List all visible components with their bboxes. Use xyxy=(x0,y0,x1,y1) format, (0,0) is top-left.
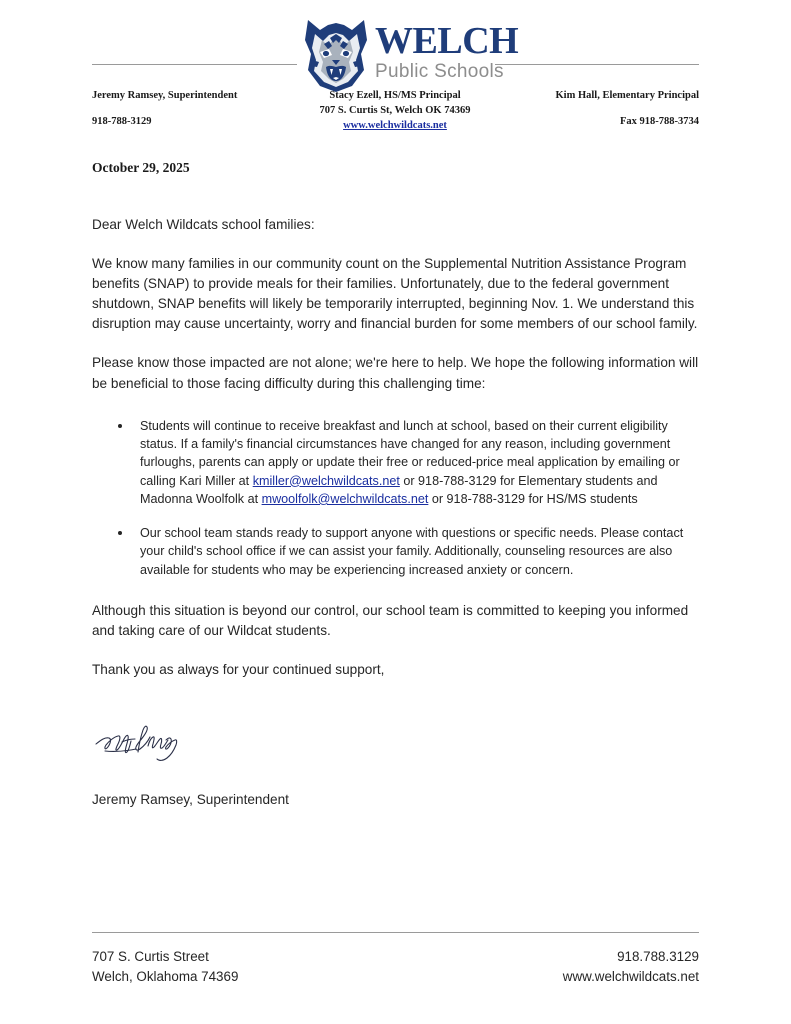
footer-address-line-1: 707 S. Curtis Street xyxy=(92,949,209,964)
bullet-2-text: Our school team stands ready to support anyone with questions or specific needs. Please contact your child's school office if we can assist your family. Additionally, counseling resources are also available for students who may be experiencing increased anxiety or concern. xyxy=(140,526,684,577)
footer-address-line-2: Welch, Oklahoma 74369 xyxy=(92,968,239,984)
logo-wordmark xyxy=(375,14,518,82)
wildcat-mascot-logo xyxy=(300,14,372,94)
logo-secondary-word: Public Schools xyxy=(375,61,504,82)
letter-body xyxy=(92,160,699,680)
superintendent-name-title: Jeremy Ramsey, Superintendent xyxy=(92,90,238,101)
hsms-principal-name-title: Stacy Ezell, HS/MS Principal xyxy=(329,90,461,101)
letter-date: October 29, 2025 xyxy=(92,160,190,175)
contact-elementary-principal xyxy=(459,88,699,129)
footer-rule xyxy=(92,932,699,933)
logo-primary-word: WELCH xyxy=(375,20,519,62)
footer-phone: 918.788.3129 xyxy=(617,949,699,964)
list-item xyxy=(92,417,699,508)
handwritten-signature xyxy=(92,718,186,766)
bullet-1-text-part-2: or 918-788-3129 for Elementary students and Madonna Woolfolk at xyxy=(140,473,658,506)
bullet-dot-icon xyxy=(118,424,122,428)
school-address: 707 S. Curtis St, Welch OK 74369 xyxy=(319,105,471,116)
email-link-kari-miller[interactable]: kmiller@welchwildcats.net xyxy=(252,473,400,488)
elementary-principal-name-title: Kim Hall, Elementary Principal xyxy=(555,90,699,101)
letter-footer xyxy=(92,932,699,986)
superintendent-phone: 918-788-3129 xyxy=(92,116,152,127)
signature-block xyxy=(92,718,492,810)
school-logo xyxy=(300,14,519,96)
letter-paragraph-2: Please know those impacted are not alone; we're here to help. We hope the following information will be beneficial to those facing difficulty during this challenging time: xyxy=(92,355,699,391)
footer-address xyxy=(92,947,238,986)
bullet-dot-icon xyxy=(118,531,122,535)
letter-bullet-list xyxy=(92,417,699,579)
fax-number: Fax 918-788-3734 xyxy=(619,116,699,127)
header-rule-right xyxy=(495,64,699,65)
letter-salutation: Dear Welch Wildcats school families: xyxy=(92,217,315,232)
letter-paragraph-3: Although this situation is beyond our control, our school team is committed to keeping you informed and taking care of our Wildcat students. xyxy=(92,603,689,639)
bullet-1-text-part-3: or 918-788-3129 for HS/MS students xyxy=(428,491,638,506)
signature-typed-name: Jeremy Ramsey, Superintendent xyxy=(92,792,289,807)
footer-contact xyxy=(563,947,699,986)
email-link-madonna-woolfolk[interactable]: mwoolfolk@welchwildcats.net xyxy=(261,491,429,506)
list-item xyxy=(92,524,699,579)
letter-paragraph-1: We know many families in our community count on the Supplemental Nutrition Assistance Program benefits (SNAP) to provide meals for their families. Unfortunately, due to the federal government shutdown, SNAP benefits will likely be temporarily interrupted, beginning Nov. 1. We understand this disruption may cause uncertainty, worry and financial burden for some members of our school family. xyxy=(92,256,698,332)
footer-website: www.welchwildcats.net xyxy=(562,968,699,984)
bullet-1-text-part-1: Students will continue to receive breakfast and lunch at school, based on their current eligibility status. If a family's financial circumstances have changed for any reason, including government furloughs, parents can apply or update their free or reduced-price meal application by emailing or calling Kari Miller at xyxy=(140,418,680,488)
letterhead xyxy=(0,0,791,142)
header-rule-left xyxy=(92,64,297,65)
header-website-link[interactable]: www.welchwildcats.net xyxy=(343,120,447,131)
letterhead-contacts xyxy=(0,88,791,136)
letter-paragraph-4: Thank you as always for your continued support, xyxy=(92,662,385,678)
